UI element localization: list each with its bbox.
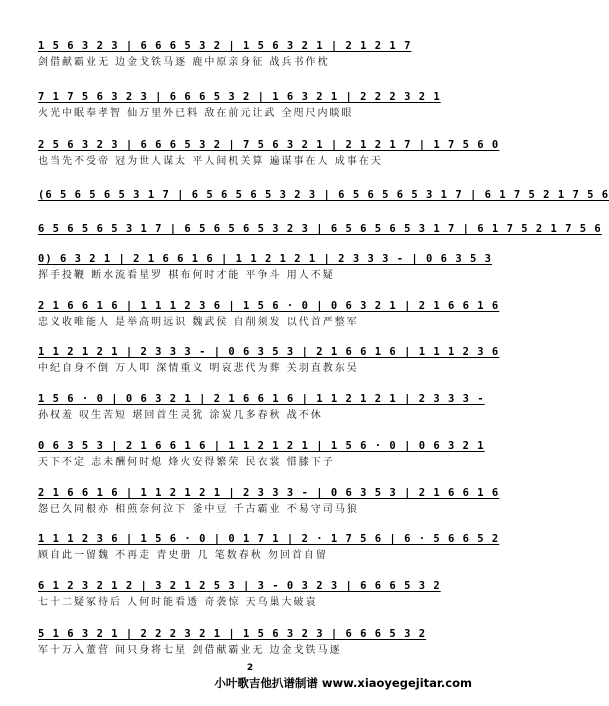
notation-line: 7 1 7 5 6 3 2 3 | 6 6 6 5 3 2 | 1 6 3 2 1 | 2 2 2 3 2 1 bbox=[38, 91, 441, 103]
footer-area bbox=[0, 663, 500, 703]
notation-line: (6 5 6 5 6 5 3 1 7 | 6 5 6 5 6 5 3 2 3 | 6 5 6 5 6 5 3 1 7 | 6 1 7 5 2 1 7 5 6 bbox=[38, 189, 609, 201]
lyric-line: 忠义收唯能人 是举高明远识 魏武侯 自削须发 以代首严整军 bbox=[38, 317, 359, 328]
score-system-9 bbox=[38, 390, 485, 423]
notation-line: 6 1 2 3 2 1 2 | 3 2 1 2 5 3 | 3 - 0 3 2 3 | 6 6 6 5 3 2 bbox=[38, 580, 441, 592]
score-system-6 bbox=[38, 250, 492, 283]
score-system-13 bbox=[38, 577, 470, 610]
footer-credit: 小叶歌吉他扒谱制谱 www.xiaoyegejitar.com bbox=[214, 676, 472, 690]
lyric-line: 剑借献霸业无 边金戈铁马逐 鹿中原亲身征 战兵书作枕 bbox=[38, 57, 330, 68]
lyric-line: 火光中眠奉孝智 仙万里外已料 敌在前元让武 全咫尺内睒眼 bbox=[38, 108, 354, 119]
score-system-4 bbox=[38, 186, 609, 219]
score-system-10 bbox=[38, 437, 485, 470]
score-system-14 bbox=[38, 625, 470, 658]
notation-line: 1 5 6 3 2 3 | 6 6 6 5 3 2 | 1 5 6 3 2 1 | 2 1 2 1 7 bbox=[38, 40, 412, 52]
score-system-5 bbox=[38, 220, 602, 253]
lyric-line: 怨已久同根亦 相煎奈何泣下 釜中豆 千古霸业 不易守司马狼 bbox=[38, 504, 359, 515]
notation-line: 2 1 6 6 1 6 | 1 1 1 2 3 6 | 1 5 6 · 0 | 0 6 3 2 1 | 2 1 6 6 1 6 bbox=[38, 300, 500, 312]
lyric-line: 军十万入董营 间只身将七星 剑借献霸业无 边金戈铁马逐 bbox=[38, 645, 342, 656]
notation-line: 0) 6 3 2 1 | 2 1 6 6 1 6 | 1 1 2 1 2 1 | 2 3 3 3 - | 0 6 3 5 3 bbox=[38, 253, 492, 265]
lyric-line: 挥手投鞭 断水流看星罗 棋布何时才能 平争斗 用人不疑 bbox=[38, 270, 335, 281]
lyric-line: 天下不定 志未酬何时熄 烽火安得繁荣 民衣裳 惜膝下子 bbox=[38, 457, 335, 468]
notation-line: 0 6 3 5 3 | 2 1 6 6 1 6 | 1 1 2 1 2 1 | 1 5 6 · 0 | 0 6 3 2 1 bbox=[38, 440, 485, 452]
lyric-line: 七十二疑冢待后 人何时能看透 奇袭惊 天乌巢大破袁 bbox=[38, 597, 318, 608]
score-system-11 bbox=[38, 484, 500, 517]
notation-line: 2 5 6 3 2 3 | 6 6 6 5 3 2 | 7 5 6 3 2 1 | 2 1 2 1 7 | 1 7 5 6 0 bbox=[38, 139, 500, 151]
score-system-2 bbox=[38, 88, 470, 121]
score-system-8 bbox=[38, 343, 500, 376]
notation-line: 6 5 6 5 6 5 3 1 7 | 6 5 6 5 6 5 3 2 3 | 6 5 6 5 6 5 3 1 7 | 6 1 7 5 2 1 7 5 6 bbox=[38, 223, 602, 235]
score-system-12 bbox=[38, 530, 500, 563]
score-system-7 bbox=[38, 297, 500, 330]
lyric-line: 顾自此一留魏 不再走 青史册 几 笔数春秋 勿回首自留 bbox=[38, 550, 328, 561]
notation-line: 1 1 1 2 3 6 | 1 5 6 · 0 | 0 1 7 1 | 2 · 1 7 5 6 | 6 · 5 6 6 5 2 bbox=[38, 533, 500, 545]
notation-line: 2 1 6 6 1 6 | 1 1 2 1 2 1 | 2 3 3 3 - | 0 6 3 5 3 | 2 1 6 6 1 6 bbox=[38, 487, 500, 499]
score-system-3 bbox=[38, 136, 500, 169]
lyric-line: 也当先不受帝 冠为世人谋太 平人间机关算 遍谋事在人 成事在天 bbox=[38, 156, 383, 167]
notation-line: 1 5 6 · 0 | 0 6 3 2 1 | 2 1 6 6 1 6 | 1 1 2 1 2 1 | 2 3 3 3 - bbox=[38, 393, 485, 405]
lyric-line: 孙权羞 叹生苦短 堪回首生灵犹 涂炭几多春秋 战不休 bbox=[38, 410, 323, 421]
notation-line: 1 1 2 1 2 1 | 2 3 3 3 - | 0 6 3 5 3 | 2 1 6 6 1 6 | 1 1 1 2 3 6 bbox=[38, 346, 500, 358]
score-system-1 bbox=[38, 37, 470, 70]
lyric-line bbox=[38, 205, 470, 219]
page-number: 2 bbox=[246, 663, 254, 673]
lyric-line: 中纪自身不倒 万人叩 深情重义 明哀悲代为葬 关羽直教东吴 bbox=[38, 363, 359, 374]
notation-line: 5 1 6 3 2 1 | 2 2 2 3 2 1 | 1 5 6 3 2 3 | 6 6 6 5 3 2 bbox=[38, 628, 427, 640]
